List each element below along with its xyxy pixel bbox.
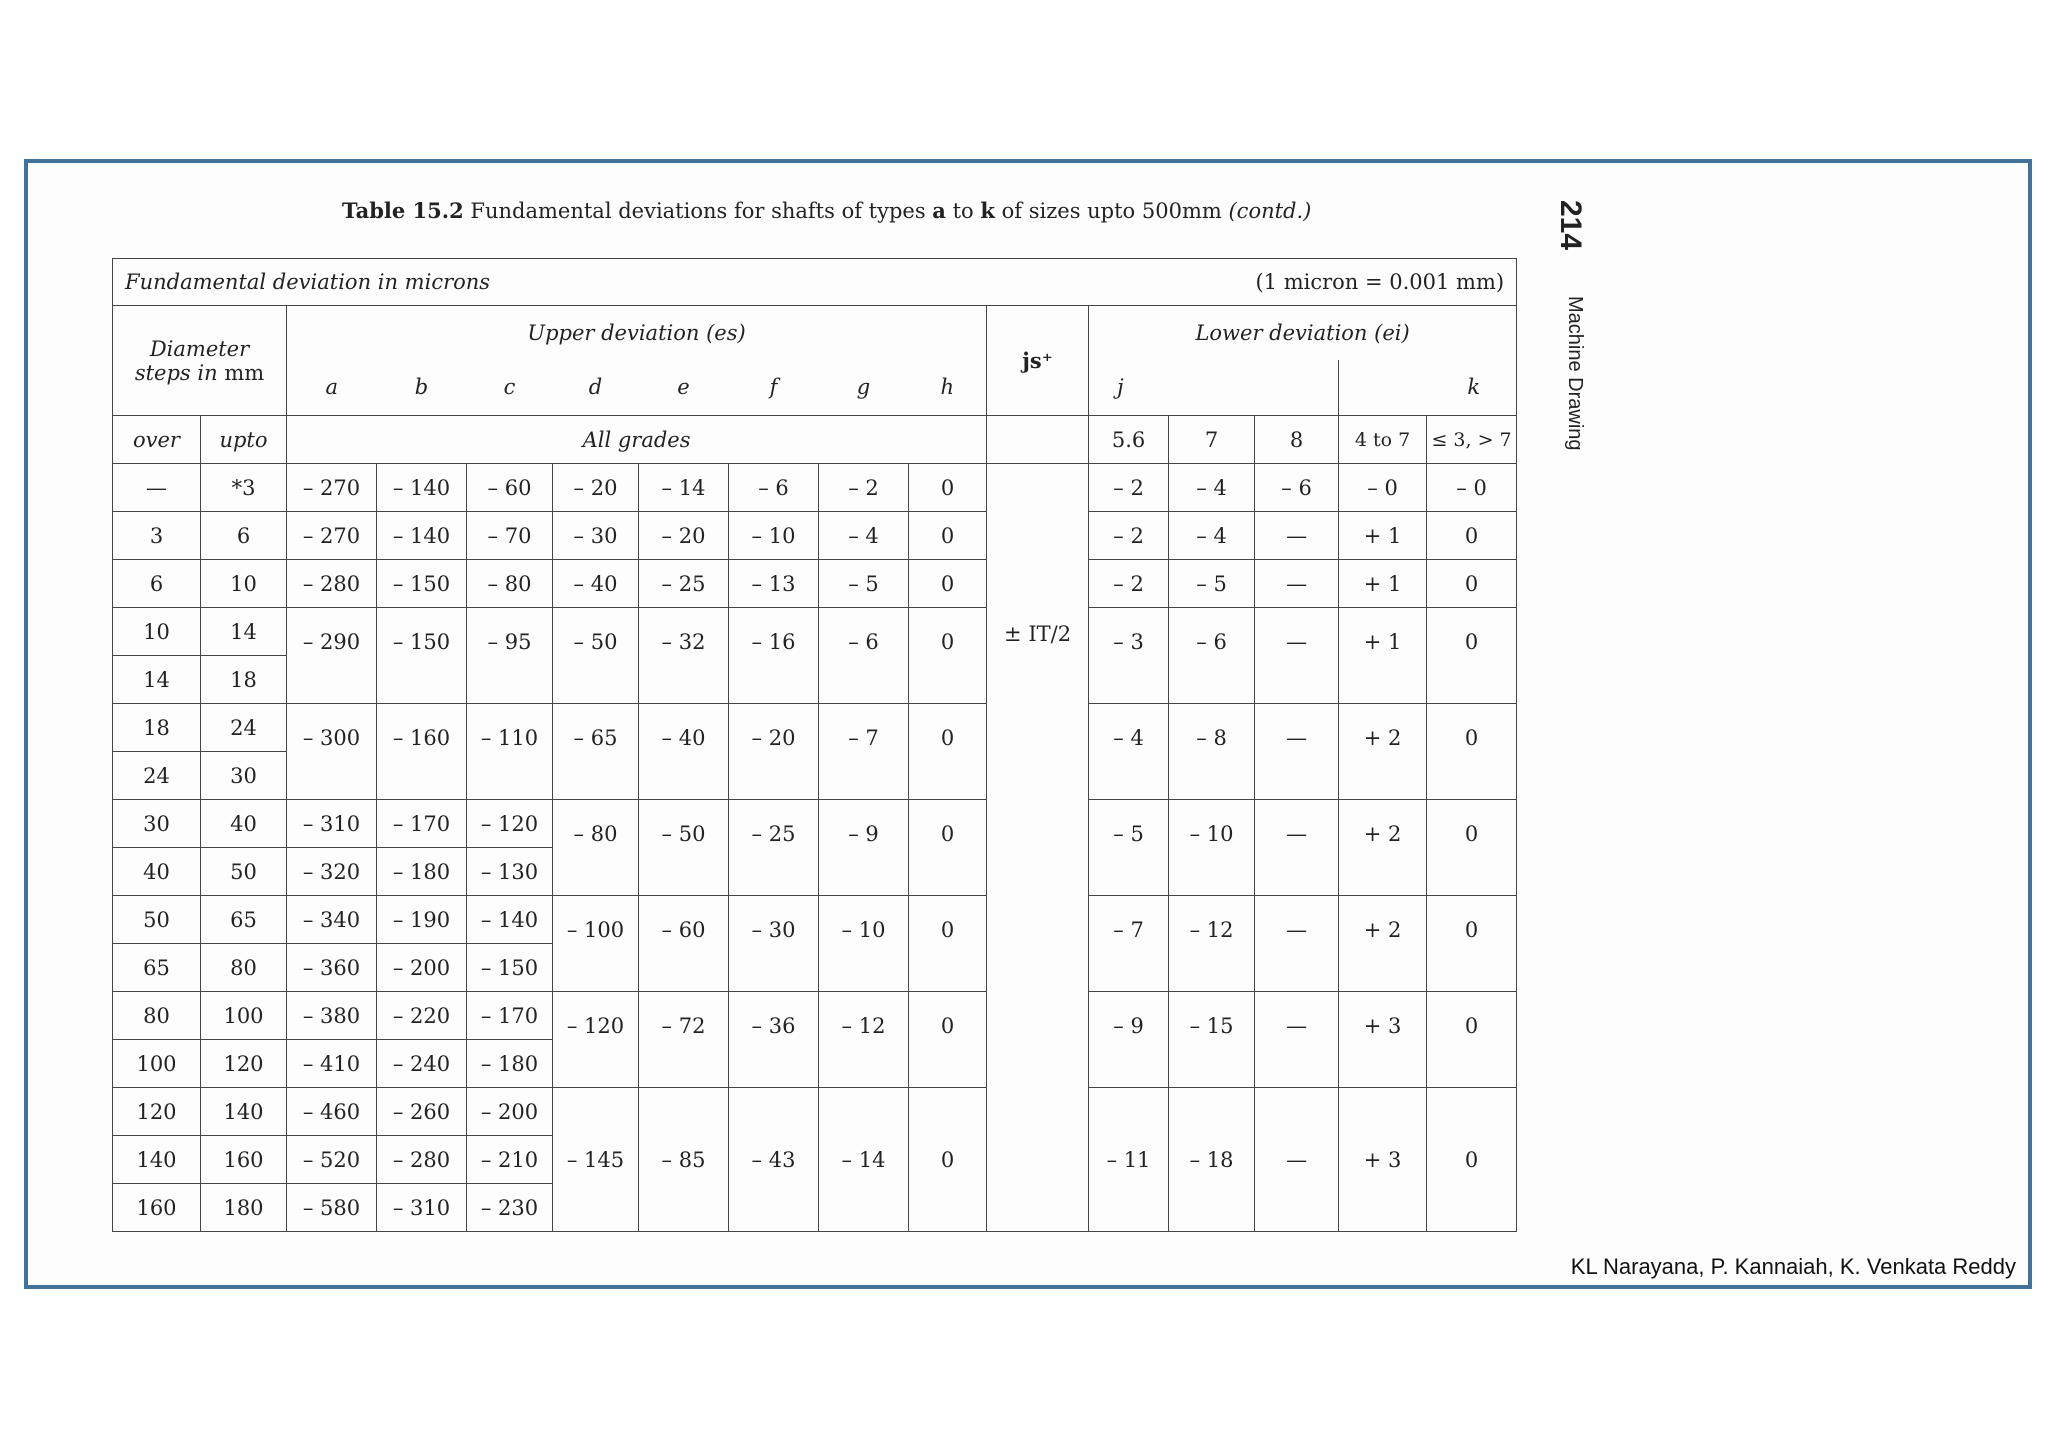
table-row	[113, 1088, 1517, 1136]
h-cell: 0	[909, 896, 987, 992]
c-cell: – 230	[467, 1184, 553, 1232]
e-cell: – 40	[639, 704, 729, 800]
g-cell: – 14	[819, 1088, 909, 1232]
col-j: j	[1089, 360, 1339, 416]
k4to7-cell: + 1	[1339, 512, 1427, 560]
a-cell: – 270	[287, 464, 377, 512]
e-cell: – 60	[639, 896, 729, 992]
f-cell: – 6	[729, 464, 819, 512]
k-other-cell: 0	[1427, 896, 1517, 992]
k4to7-cell: + 2	[1339, 800, 1427, 896]
c-cell: – 80	[467, 560, 553, 608]
over-cell: —	[113, 464, 201, 512]
h-cell: 0	[909, 992, 987, 1088]
c-cell: – 170	[467, 992, 553, 1040]
over-cell: 24	[113, 752, 201, 800]
k4to7-cell: + 2	[1339, 704, 1427, 800]
e-cell: – 32	[639, 608, 729, 704]
a-cell: – 360	[287, 944, 377, 992]
a-cell: – 340	[287, 896, 377, 944]
k4to7-cell: + 3	[1339, 1088, 1427, 1232]
j56-cell: – 2	[1089, 560, 1169, 608]
caption-type-k: k	[980, 198, 995, 223]
k4to7-cell: + 1	[1339, 608, 1427, 704]
over-label: over	[113, 416, 201, 464]
d-cell: – 100	[553, 896, 639, 992]
d-cell: – 65	[553, 704, 639, 800]
e-cell: – 20	[639, 512, 729, 560]
b-cell: – 180	[377, 848, 467, 896]
j8-cell: —	[1255, 896, 1339, 992]
f-cell: – 16	[729, 608, 819, 704]
h-cell: 0	[909, 560, 987, 608]
over-cell: 40	[113, 848, 201, 896]
a-cell: – 580	[287, 1184, 377, 1232]
a-cell: – 520	[287, 1136, 377, 1184]
b-cell: – 260	[377, 1088, 467, 1136]
f-cell: – 25	[729, 800, 819, 896]
g-cell: – 10	[819, 896, 909, 992]
over-cell: 18	[113, 704, 201, 752]
j56-cell: – 9	[1089, 992, 1169, 1088]
deviation-table	[112, 258, 1517, 1232]
b-cell: – 240	[377, 1040, 467, 1088]
a-cell: – 460	[287, 1088, 377, 1136]
over-cell: 14	[113, 656, 201, 704]
k-other-cell: 0	[1427, 800, 1517, 896]
e-cell: – 14	[639, 464, 729, 512]
c-cell: – 60	[467, 464, 553, 512]
b-cell: – 140	[377, 512, 467, 560]
f-cell: – 43	[729, 1088, 819, 1232]
k-other-cell: 0	[1427, 512, 1517, 560]
caption-type-a: a	[932, 198, 946, 223]
j8-cell: —	[1255, 512, 1339, 560]
d-cell: – 80	[553, 800, 639, 896]
b-cell: – 150	[377, 608, 467, 704]
over-cell: 10	[113, 608, 201, 656]
col-b: b	[377, 360, 467, 416]
col-h: h	[909, 360, 987, 416]
j7-cell: – 6	[1169, 608, 1255, 704]
upto-cell: 160	[201, 1136, 287, 1184]
b-cell: – 310	[377, 1184, 467, 1232]
table-row	[113, 608, 1517, 656]
h-cell: 0	[909, 512, 987, 560]
upto-cell: 140	[201, 1088, 287, 1136]
j8-cell: —	[1255, 704, 1339, 800]
c-cell: – 110	[467, 704, 553, 800]
js-grade-cell	[987, 416, 1089, 464]
grades-row	[113, 416, 1517, 464]
j56-cell: – 11	[1089, 1088, 1169, 1232]
j56-cell: – 2	[1089, 512, 1169, 560]
k-other-cell: 0	[1427, 1088, 1517, 1232]
b-cell: – 200	[377, 944, 467, 992]
g-cell: – 7	[819, 704, 909, 800]
f-cell: – 36	[729, 992, 819, 1088]
b-cell: – 170	[377, 800, 467, 848]
d-cell: – 120	[553, 992, 639, 1088]
k4to7-cell: + 1	[1339, 560, 1427, 608]
j7-cell: – 15	[1169, 992, 1255, 1088]
d-cell: – 50	[553, 608, 639, 704]
c-cell: – 130	[467, 848, 553, 896]
j56-cell: – 3	[1089, 608, 1169, 704]
upto-cell: *3	[201, 464, 287, 512]
col-g: g	[819, 360, 909, 416]
k4to7-cell: + 3	[1339, 992, 1427, 1088]
c-cell: – 140	[467, 896, 553, 944]
j56-cell: – 7	[1089, 896, 1169, 992]
caption-text-after: of sizes upto 500mm	[1001, 199, 1222, 223]
grade-j1: 5.6	[1089, 416, 1169, 464]
j8-cell: – 6	[1255, 464, 1339, 512]
upto-cell: 180	[201, 1184, 287, 1232]
f-cell: – 13	[729, 560, 819, 608]
j8-cell: —	[1255, 1088, 1339, 1232]
upto-cell: 10	[201, 560, 287, 608]
authors-credit: KL Narayana, P. Kannaiah, K. Venkata Reddy	[1570, 1254, 2016, 1279]
over-cell: 50	[113, 896, 201, 944]
e-cell: – 72	[639, 992, 729, 1088]
f-cell: – 10	[729, 512, 819, 560]
grade-k1: 4 to 7	[1339, 416, 1427, 464]
table-row	[113, 464, 1517, 512]
table-row	[113, 704, 1517, 752]
e-cell: – 85	[639, 1088, 729, 1232]
over-cell: 80	[113, 992, 201, 1040]
over-cell: 6	[113, 560, 201, 608]
upto-cell: 6	[201, 512, 287, 560]
c-cell: – 120	[467, 800, 553, 848]
k-other-cell: 0	[1427, 608, 1517, 704]
g-cell: – 4	[819, 512, 909, 560]
h-cell: 0	[909, 1088, 987, 1232]
over-cell: 160	[113, 1184, 201, 1232]
diameter-label-2: steps in	[134, 360, 218, 385]
d-cell: – 20	[553, 464, 639, 512]
table-head-bar	[113, 259, 1517, 306]
j8-cell: —	[1255, 992, 1339, 1088]
diameter-label-3: mm	[224, 360, 265, 385]
b-cell: – 220	[377, 992, 467, 1040]
a-cell: – 410	[287, 1040, 377, 1088]
d-cell: – 145	[553, 1088, 639, 1232]
upto-cell: 24	[201, 704, 287, 752]
grade-j2: 7	[1169, 416, 1255, 464]
j7-cell: – 5	[1169, 560, 1255, 608]
j7-cell: – 8	[1169, 704, 1255, 800]
a-cell: – 270	[287, 512, 377, 560]
h-cell: 0	[909, 464, 987, 512]
upto-cell: 40	[201, 800, 287, 848]
diameter-header	[113, 306, 287, 416]
j56-cell: – 5	[1089, 800, 1169, 896]
a-cell: – 290	[287, 608, 377, 704]
table-caption	[342, 198, 1311, 223]
g-cell: – 5	[819, 560, 909, 608]
k4to7-cell: + 2	[1339, 896, 1427, 992]
f-cell: – 30	[729, 896, 819, 992]
c-cell: – 200	[467, 1088, 553, 1136]
over-cell: 65	[113, 944, 201, 992]
upto-cell: 50	[201, 848, 287, 896]
table-row	[113, 800, 1517, 848]
j7-cell: – 18	[1169, 1088, 1255, 1232]
g-cell: – 9	[819, 800, 909, 896]
upto-label: upto	[201, 416, 287, 464]
k-other-cell: 0	[1427, 560, 1517, 608]
c-cell: – 150	[467, 944, 553, 992]
b-cell: – 160	[377, 704, 467, 800]
j8-cell: —	[1255, 608, 1339, 704]
j7-cell: – 4	[1169, 464, 1255, 512]
table-row	[113, 896, 1517, 944]
e-cell: – 50	[639, 800, 729, 896]
b-cell: – 150	[377, 560, 467, 608]
caption-to: to	[952, 199, 974, 223]
j8-cell: —	[1255, 800, 1339, 896]
c-cell: – 210	[467, 1136, 553, 1184]
col-f: f	[729, 360, 819, 416]
over-cell: 30	[113, 800, 201, 848]
g-cell: – 2	[819, 464, 909, 512]
d-cell: – 40	[553, 560, 639, 608]
all-grades-label: All grades	[287, 416, 987, 464]
js-header: js⁺	[987, 306, 1089, 416]
a-cell: – 310	[287, 800, 377, 848]
f-cell: – 20	[729, 704, 819, 800]
over-cell: 3	[113, 512, 201, 560]
b-cell: – 190	[377, 896, 467, 944]
col-c: c	[467, 360, 553, 416]
head-right: (1 micron = 0.001 mm)	[987, 259, 1517, 306]
b-cell: – 280	[377, 1136, 467, 1184]
d-cell: – 30	[553, 512, 639, 560]
header-row-1	[113, 306, 1517, 360]
g-cell: – 12	[819, 992, 909, 1088]
table-row	[113, 992, 1517, 1040]
upto-cell: 120	[201, 1040, 287, 1088]
grade-k2: ≤ 3, > 7	[1427, 416, 1517, 464]
upto-cell: 14	[201, 608, 287, 656]
upto-cell: 80	[201, 944, 287, 992]
a-cell: – 320	[287, 848, 377, 896]
j7-cell: – 4	[1169, 512, 1255, 560]
col-a: a	[287, 360, 377, 416]
table-row	[113, 560, 1517, 608]
over-cell: 140	[113, 1136, 201, 1184]
diameter-label-1: Diameter	[149, 336, 250, 361]
header-row-2	[113, 360, 1517, 416]
caption-label: Table 15.2	[342, 198, 464, 223]
j56-cell: – 4	[1089, 704, 1169, 800]
a-cell: – 280	[287, 560, 377, 608]
page-number: 214	[1554, 200, 1587, 251]
a-cell: – 300	[287, 704, 377, 800]
col-d: d	[553, 360, 639, 416]
c-cell: – 180	[467, 1040, 553, 1088]
over-cell: 100	[113, 1040, 201, 1088]
g-cell: – 6	[819, 608, 909, 704]
b-cell: – 140	[377, 464, 467, 512]
j8-cell: —	[1255, 560, 1339, 608]
upto-cell: 30	[201, 752, 287, 800]
caption-text: Fundamental deviations for shafts of types	[470, 199, 926, 223]
js-value-cell: ± IT/2	[987, 464, 1089, 1232]
k-other-cell: 0	[1427, 704, 1517, 800]
head-left: Fundamental deviation in microns	[113, 259, 987, 306]
h-cell: 0	[909, 608, 987, 704]
upto-cell: 65	[201, 896, 287, 944]
c-cell: – 95	[467, 608, 553, 704]
k-other-cell: 0	[1427, 992, 1517, 1088]
j56-cell: – 2	[1089, 464, 1169, 512]
upper-deviation-label: Upper deviation (es)	[287, 306, 987, 360]
c-cell: – 70	[467, 512, 553, 560]
h-cell: 0	[909, 704, 987, 800]
col-k: k	[1339, 360, 1517, 416]
h-cell: 0	[909, 800, 987, 896]
e-cell: – 25	[639, 560, 729, 608]
j7-cell: – 12	[1169, 896, 1255, 992]
upto-cell: 100	[201, 992, 287, 1040]
k4to7-cell: – 0	[1339, 464, 1427, 512]
table-row	[113, 512, 1517, 560]
caption-contd: (contd.)	[1228, 199, 1312, 223]
lower-deviation-label: Lower deviation (ei)	[1089, 306, 1517, 360]
a-cell: – 380	[287, 992, 377, 1040]
k-other-cell: – 0	[1427, 464, 1517, 512]
j7-cell: – 10	[1169, 800, 1255, 896]
upto-cell: 18	[201, 656, 287, 704]
grade-j3: 8	[1255, 416, 1339, 464]
book-title: Machine Drawing	[1564, 296, 1586, 451]
over-cell: 120	[113, 1088, 201, 1136]
col-e: e	[639, 360, 729, 416]
